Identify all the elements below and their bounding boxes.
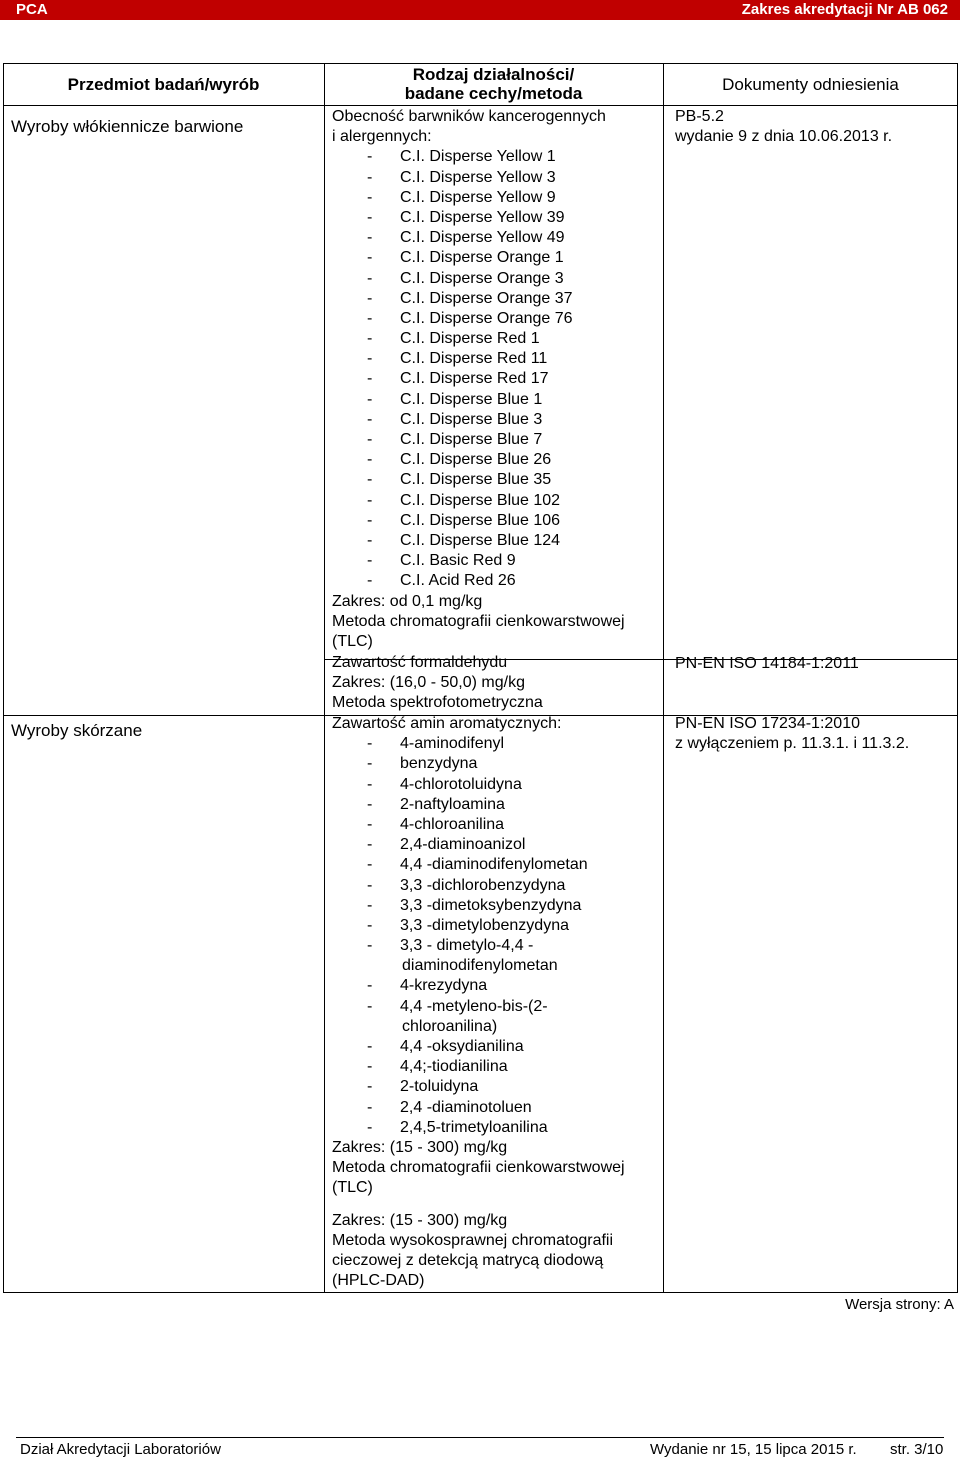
list-item xyxy=(332,815,625,835)
dash-marker: - xyxy=(367,572,373,590)
list-item-text: C.I. Disperse Yellow 9 xyxy=(400,188,556,206)
list-item-text: C.I. Disperse Blue 3 xyxy=(400,410,543,428)
dash-marker: - xyxy=(367,896,373,914)
list-item xyxy=(332,349,625,369)
list-item-text: C.I. Disperse Blue 106 xyxy=(400,511,561,529)
range-text: Zakres: (15 - 300) mg/kg xyxy=(332,1211,508,1229)
method-text: (TLC) xyxy=(332,1179,373,1197)
footer-left: Dział Akredytacji Laboratoriów xyxy=(20,1441,221,1458)
leather-documents xyxy=(675,714,909,754)
list-item-text: C.I. Disperse Orange 3 xyxy=(400,269,564,287)
doc-line: wydanie 9 z dnia 10.06.2013 r. xyxy=(675,128,893,146)
footer-edition: Wydanie nr 15, 15 lipca 2015 r. xyxy=(650,1441,857,1458)
list-item xyxy=(332,329,625,349)
list-item-continuation: chloroanilina) xyxy=(402,1017,498,1035)
dash-marker: - xyxy=(367,836,373,854)
dash-marker: - xyxy=(367,148,373,166)
list-item xyxy=(332,470,625,490)
formaldehyde-test xyxy=(332,653,543,714)
list-item-text: 3,3 -dimetylobenzydyna xyxy=(400,916,569,934)
dash-marker: - xyxy=(367,531,373,549)
list-item xyxy=(332,976,625,996)
list-item xyxy=(332,754,625,774)
leather-tests xyxy=(332,714,625,1291)
list-item xyxy=(332,188,625,208)
list-item xyxy=(332,369,625,389)
dash-marker: - xyxy=(367,370,373,388)
list-item xyxy=(332,269,625,289)
doc-line: PN-EN ISO 17234-1:2010 xyxy=(675,715,860,732)
dash-marker: - xyxy=(367,856,373,874)
list-item xyxy=(332,410,625,430)
list-item xyxy=(332,936,625,956)
list-item-text: C.I. Disperse Red 11 xyxy=(400,350,548,368)
test-line: Zawartość formaldehydu xyxy=(332,654,508,671)
method-text: Metoda wysokosprawnej chromatografii xyxy=(332,1231,614,1249)
dash-marker: - xyxy=(367,350,373,368)
subject-leather: Wyroby skórzane xyxy=(11,721,143,740)
subject-textiles: Wyroby włókiennicze barwione xyxy=(11,117,244,136)
dash-marker: - xyxy=(367,309,373,327)
col-header-activity: Rodzaj działalności/ badane cechy/metoda xyxy=(404,65,583,103)
dash-marker: - xyxy=(367,1038,373,1055)
list-item xyxy=(332,551,625,571)
list-item xyxy=(332,855,625,875)
dash-marker: - xyxy=(367,1058,373,1076)
list-item xyxy=(332,1098,625,1118)
list-item-text: C.I. Disperse Blue 1 xyxy=(400,390,543,408)
dash-marker: - xyxy=(367,815,373,833)
header-org: PCA xyxy=(16,1,48,18)
list-item xyxy=(332,571,625,591)
list-item-text: C.I. Acid Red 26 xyxy=(400,572,516,590)
list-item xyxy=(332,916,625,936)
textile-tests xyxy=(332,107,625,652)
dash-marker: - xyxy=(367,471,373,489)
list-item-text: 3,3 -dimetoksybenzydyna xyxy=(400,896,582,914)
list-item xyxy=(332,734,625,754)
dash-marker: - xyxy=(367,1118,373,1136)
intro-line: i alergennych: xyxy=(332,128,432,146)
list-item-text: C.I. Disperse Yellow 1 xyxy=(400,148,556,166)
list-item-text: 2,4,5-trimetyloanilina xyxy=(400,1118,548,1136)
list-item-text: 3,3 -dichlorobenzydyna xyxy=(400,876,566,894)
list-item xyxy=(332,531,625,551)
method-text: (TLC) xyxy=(332,632,373,650)
list-item xyxy=(332,168,625,188)
list-item xyxy=(332,1037,625,1057)
dash-marker: - xyxy=(367,977,373,995)
list-item xyxy=(332,491,625,511)
doc-line: z wyłączeniem p. 11.3.1. i 11.3.2. xyxy=(675,735,910,753)
dash-marker: - xyxy=(367,390,373,408)
dash-marker: - xyxy=(367,330,373,348)
list-item xyxy=(332,289,625,309)
list-item-text: 4-chlorotoluidyna xyxy=(400,775,522,793)
list-item-text: C.I. Disperse Red 1 xyxy=(400,330,540,348)
footer-page: str. 3/10 xyxy=(890,1441,944,1458)
dash-marker: - xyxy=(367,511,373,529)
amine-list xyxy=(332,734,625,1138)
list-item-text: C.I. Disperse Yellow 3 xyxy=(400,168,556,186)
list-item-text: 4-chloroanilina xyxy=(400,815,505,833)
list-item xyxy=(332,511,625,531)
list-item xyxy=(332,228,625,248)
list-item-text: 4-krezydyna xyxy=(400,977,488,995)
list-item-text: C.I. Disperse Red 17 xyxy=(400,370,549,388)
list-item xyxy=(332,1077,625,1097)
dash-marker: - xyxy=(367,249,373,267)
list-item-text: C.I. Disperse Yellow 49 xyxy=(400,229,565,247)
test-line: Metoda spektrofotometryczna xyxy=(332,694,543,712)
intro-line: Obecność barwników kancerogennych xyxy=(332,108,606,125)
intro-line: Zawartość amin aromatycznych: xyxy=(332,715,562,732)
list-item-text: 3,3 - dimetylo-4,4 - xyxy=(400,937,534,955)
range-text: Zakres: (15 - 300) mg/kg xyxy=(332,1138,508,1156)
list-item-text: C.I. Basic Red 9 xyxy=(400,552,516,570)
textile-documents xyxy=(675,107,892,147)
dash-marker: - xyxy=(367,1078,373,1096)
list-item-text: C.I. Disperse Blue 7 xyxy=(400,431,543,448)
list-item xyxy=(332,430,625,450)
list-item-text: C.I. Disperse Orange 37 xyxy=(400,289,573,307)
dash-marker: - xyxy=(367,431,373,448)
list-item xyxy=(332,835,625,855)
range-text: Zakres: od 0,1 mg/kg xyxy=(332,592,483,610)
dash-marker: - xyxy=(367,735,373,753)
list-item-text: C.I. Disperse Orange 1 xyxy=(400,249,564,267)
list-item-text: C.I. Disperse Blue 124 xyxy=(400,531,561,549)
dash-marker: - xyxy=(367,997,373,1015)
dash-marker: - xyxy=(367,937,373,955)
list-item-text: 4-aminodifenyl xyxy=(400,735,505,753)
dash-marker: - xyxy=(367,755,373,773)
method-text: cieczowej z detekcją matrycą diodową xyxy=(332,1251,604,1269)
list-item-text: 4,4;-tiodianilina xyxy=(400,1058,508,1076)
dash-marker: - xyxy=(367,916,373,934)
list-item xyxy=(332,248,625,268)
list-item-text: C.I. Disperse Blue 102 xyxy=(400,491,561,509)
list-item xyxy=(332,896,625,916)
col-header-documents: Dokumenty odniesienia xyxy=(722,75,899,94)
list-item xyxy=(332,1118,625,1138)
dash-marker: - xyxy=(367,451,373,469)
dash-marker: - xyxy=(367,795,373,813)
list-item-text: 2,4 -diaminotoluen xyxy=(400,1098,532,1116)
dash-marker: - xyxy=(367,410,373,428)
dash-marker: - xyxy=(367,491,373,509)
dash-marker: - xyxy=(367,876,373,894)
list-item xyxy=(332,775,625,795)
doc-line: PB-5.2 xyxy=(675,108,724,125)
list-item-text: 4,4 -diaminodifenylometan xyxy=(400,856,588,874)
header-title: Zakres akredytacji Nr AB 062 xyxy=(741,1,948,18)
list-item-text: 2,4-diaminoanizol xyxy=(400,836,526,854)
method-text: Metoda chromatografii cienkowarstwowej xyxy=(332,612,625,630)
list-item-text: 4,4 -metyleno-bis-(2- xyxy=(400,997,548,1015)
dash-marker: - xyxy=(367,552,373,570)
list-item-text: 4,4 -oksydianilina xyxy=(400,1038,524,1055)
footer-divider xyxy=(16,1437,944,1438)
header-bar xyxy=(0,0,960,20)
list-item xyxy=(332,1057,625,1077)
list-item-text: C.I. Disperse Blue 35 xyxy=(400,471,552,489)
col-header-subject: Przedmiot badań/wyrób xyxy=(67,75,260,94)
dash-marker: - xyxy=(367,229,373,247)
list-item-text: C.I. Disperse Yellow 39 xyxy=(400,208,565,226)
test-line: Zakres: (16,0 - 50,0) mg/kg xyxy=(332,674,525,692)
dash-marker: - xyxy=(367,168,373,186)
list-item xyxy=(332,309,625,329)
dash-marker: - xyxy=(367,208,373,226)
list-item-text: 2-naftyloamina xyxy=(400,795,505,813)
list-item-text: C.I. Disperse Orange 76 xyxy=(400,309,573,327)
dash-marker: - xyxy=(367,188,373,206)
list-item xyxy=(332,208,625,228)
formaldehyde-document: PN-EN ISO 14184-1:2011 xyxy=(675,655,859,672)
list-item xyxy=(332,795,625,815)
dash-marker: - xyxy=(367,1098,373,1116)
page-version: Wersja strony: A xyxy=(845,1296,954,1313)
list-item xyxy=(332,997,625,1017)
list-item xyxy=(332,147,625,167)
dye-list xyxy=(332,147,625,591)
dash-marker: - xyxy=(367,269,373,287)
dash-marker: - xyxy=(367,775,373,793)
method-text: Metoda chromatografii cienkowarstwowej xyxy=(332,1159,625,1177)
method-text: (HPLC-DAD) xyxy=(332,1272,425,1290)
list-item-text: benzydyna xyxy=(400,755,478,773)
list-item-text: 2-toluidyna xyxy=(400,1078,479,1096)
list-item xyxy=(332,876,625,896)
list-item xyxy=(332,450,625,470)
list-item xyxy=(332,390,625,410)
dash-marker: - xyxy=(367,289,373,307)
list-item-text: C.I. Disperse Blue 26 xyxy=(400,451,552,469)
list-item-continuation: diaminodifenylometan xyxy=(402,957,558,975)
